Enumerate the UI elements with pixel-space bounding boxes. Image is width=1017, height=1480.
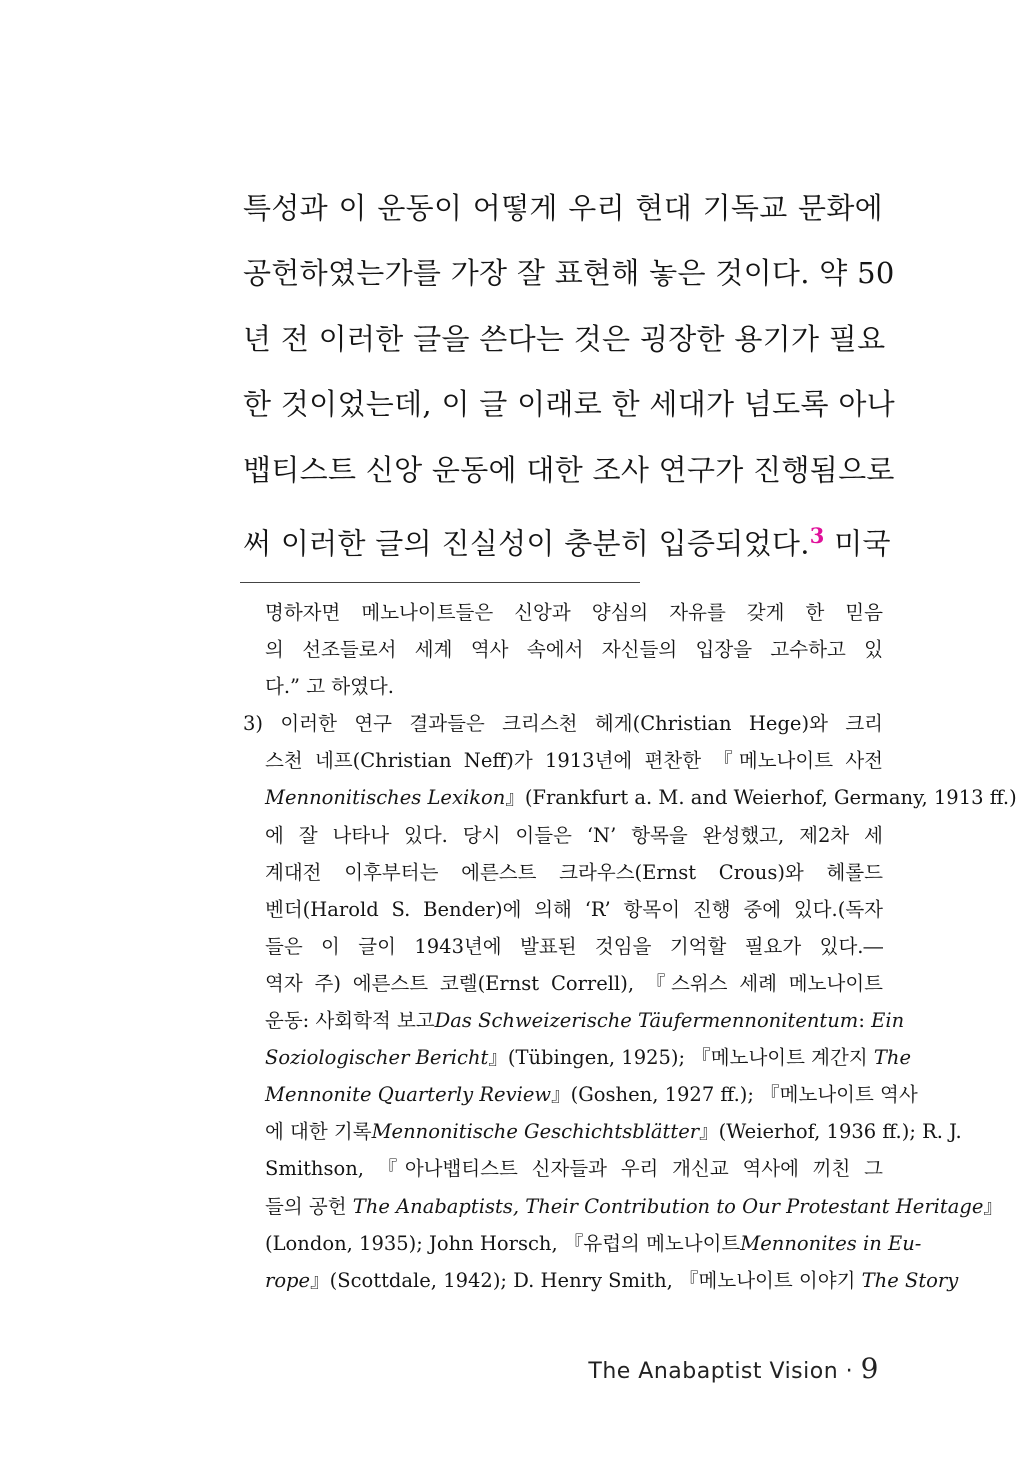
body-line: 뱁티스트 신앙 운동에 대한 조사 연구가 진행됨으로: [243, 452, 895, 487]
body-line-text: 써 이러한 글의 진실성이 충분히 입증되었다.: [243, 526, 810, 561]
footnote-3-line: [243, 1113, 962, 1150]
footnote-3-line: [243, 1039, 911, 1076]
bracket: 』: [551, 1083, 571, 1107]
correll-title-end: Soziologischer Bericht: [265, 1046, 489, 1070]
footnote-line: 의 선조들로서 세계 역사 속에서 자신들의 입장을 고수하고 있: [265, 638, 883, 662]
bracket: 』: [310, 1268, 330, 1292]
body-line-tail: 미국: [834, 526, 891, 561]
footnote-3-line: 3) 이러한 연구 결과들은 크리스천 헤게(Christian Hege)와 크리: [243, 712, 883, 736]
mqr-pub: (Goshen, 1927 ff.); 『메노나이트 역사: [570, 1083, 918, 1107]
horsch-pub: (Scottdale, 1942); D. Henry Smith, 『메노나이트 이야기: [329, 1268, 856, 1292]
footnote-3-line: [243, 1225, 922, 1262]
smithson-korean: 들의 공헌: [265, 1194, 347, 1218]
footnote-3-line: [243, 1076, 918, 1113]
footnotes: [243, 594, 1017, 1299]
smith-title: The Story: [861, 1268, 959, 1292]
page-number: 9: [860, 1352, 879, 1385]
footnote-3-line: [243, 1002, 905, 1039]
footnote-3-line: [243, 1262, 959, 1299]
mgb-pub: (Weierhof, 1936 ff.); R. J.: [718, 1120, 962, 1144]
footnote-line: 명하자면 메노나이트들은 신앙과 양심의 자유를 갖게 한 믿음: [265, 601, 883, 624]
body-line: 특성과 이 운동이 어떻게 우리 현대 기독교 문화에: [243, 191, 883, 225]
mgb-korean: 에 대한 기록: [265, 1120, 372, 1144]
mqr-title-cont: Mennonite Quarterly Review: [265, 1083, 552, 1107]
body-line: 한 것이었는데, 이 글 이래로 한 세대가 넘도록 아나: [243, 387, 895, 422]
page-footer: [588, 1352, 879, 1385]
correll-korean-title: 운동: 사회학적 보고: [265, 1009, 435, 1033]
correll-title-cont: Ein: [871, 1009, 905, 1033]
mqr-title: The: [873, 1046, 911, 1070]
footnote-3-line: 역자 주) 에른스트 코렐(Ernst Correll), 『스위스 세례 메노나이트: [265, 971, 883, 995]
footnote-3-line: 스천 네프(Christian Neff)가 1913년에 편찬한 『메노나이트 사전: [265, 749, 883, 773]
body-line: 년 전 이러한 글을 쓴다는 것은 굉장한 용기가 필요: [243, 321, 886, 356]
footnote-3-line: 들은 이 글이 1943년에 발표된 것임을 기억할 필요가 있다.―: [265, 934, 883, 958]
footnote-divider: [240, 582, 640, 583]
smithson-pub: (London, 1935); John Horsch, 『유럽의 메노나이트: [265, 1231, 741, 1255]
mgb-title: Mennonitische Geschichtsblätter: [371, 1120, 700, 1144]
bracket: 』: [488, 1046, 508, 1070]
lexikon-title: Mennonitisches Lexikon: [265, 786, 506, 810]
horsch-title-end: rope: [265, 1268, 311, 1292]
body-text: [243, 176, 895, 568]
bracket: 』: [699, 1120, 719, 1144]
colon: :: [858, 1009, 872, 1033]
footnote-3-line: 계대전 이후부터는 에른스트 크라우스(Ernst Crous)와 헤롤드: [265, 860, 883, 884]
lexikon-publication: 』(Frankfurt a. M. and Weierhof, Germany, 1913 ff.): [505, 786, 1017, 810]
footnote-reference: 3: [809, 522, 825, 548]
correll-pub: (Tübingen, 1925); 『메노나이트 계간지: [507, 1046, 868, 1070]
footnote-3-line: Smithson, 『아나뱁티스트 신자들과 우리 개신교 역사에 끼친 그: [265, 1157, 883, 1181]
running-title: The Anabaptist Vision: [588, 1359, 839, 1384]
horsch-title: Mennonites in Eu-: [740, 1231, 922, 1255]
footnote-3-line: 벤더(Harold S. Bender)에 의해 ‘R’ 항목이 진행 중에 있다.(독자: [265, 897, 883, 921]
body-line: 공헌하였는가를 가장 잘 표현해 놓은 것이다. 약 50: [243, 256, 895, 291]
footnote-3-line: 에 잘 나타나 있다. 당시 이들은 ‘N’ 항목을 완성했고, 제2차 세: [265, 823, 883, 847]
bracket: 』: [983, 1194, 1003, 1218]
footnote-3-line: [243, 1188, 1003, 1225]
footer-separator: ·: [845, 1359, 854, 1384]
footnote-3-line: [243, 779, 1017, 816]
body-line-last: [243, 503, 891, 568]
smithson-title: The Anabaptists, Their Contribution to Our Protestant Heritage: [352, 1194, 984, 1218]
correll-title: Das Schweizerische Täufermennonitentum: [434, 1009, 859, 1033]
footnote-line: 다.” 고 하였다.: [265, 675, 394, 699]
